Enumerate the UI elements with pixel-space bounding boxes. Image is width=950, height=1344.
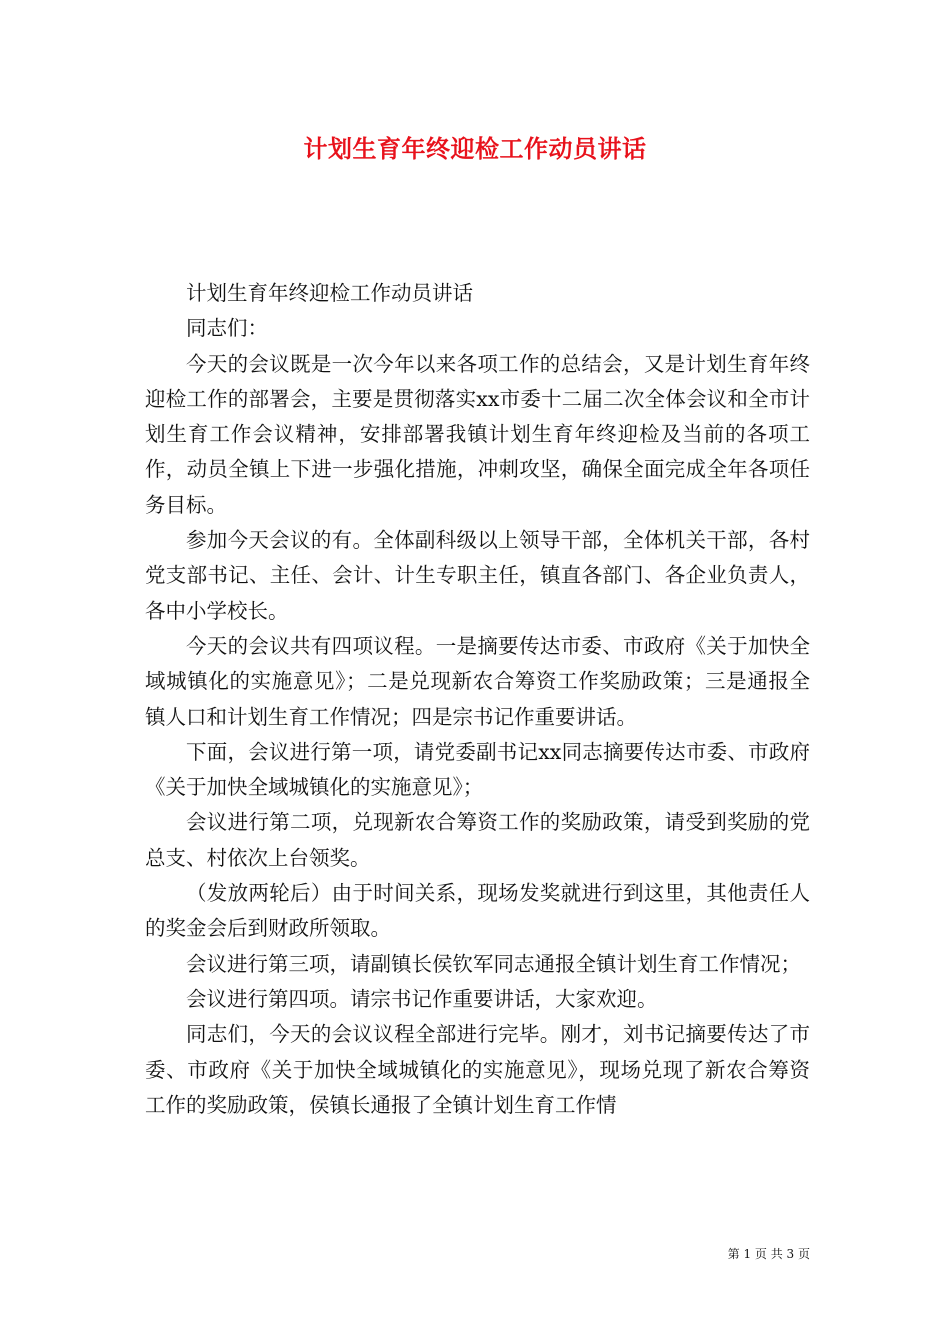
paragraph-heading: 计划生育年终迎检工作动员讲话	[186, 281, 473, 305]
paragraph: 今天的会议共有四项议程。一是摘要传达市委、市政府《关于加快全域城镇化的实施意见》；二是兑现新农合筹资工作奖励政策；三是通报全镇人口和计划生育工作情况；四是宗书记作重要讲话。	[145, 633, 810, 729]
paragraph: 会议进行第四项。请宗书记作重要讲话，大家欢迎。	[186, 986, 658, 1011]
paragraph: （发放两轮后）由于时间关系，现场发奖就进行到这里，其他责任人的奖金会后到财政所领取。	[145, 881, 810, 941]
paragraph-salutation: 同志们：	[186, 316, 268, 341]
paragraph: 今天的会议既是一次今年以来各项工作的总结会，又是计划生育年终迎检工作的部署会，主要是贯彻落实xx市委十二届二次全体会议和全市计划生育工作会议精神，安排部署我镇计划生育年终迎检及当前的各项工作，动员全镇上下进一步强化措施，冲刺攻坚，确保全面完成全年各项任务目标。	[145, 351, 810, 517]
paragraph: 同志们，今天的会议议程全部进行完毕。刚才，刘书记摘要传达了市委、市政府《关于加快全域城镇化的实施意见》，现场兑现了新农合筹资工作的奖励政策，侯镇长通报了全镇计划生育工作情	[145, 1022, 810, 1117]
page-number: 第 1 页 共 3 页	[727, 1247, 810, 1261]
document-title: 计划生育年终迎检工作动员讲话	[303, 134, 647, 163]
paragraph: 参加今天会议的有。全体副科级以上领导干部，全体机关干部，各村党支部书记、主任、会计、计生专职主任，镇直各部门、各企业负责人，各中小学校长。	[145, 528, 810, 623]
document-body	[145, 276, 810, 1123]
paragraph: 会议进行第二项，兑现新农合筹资工作的奖励政策，请受到奖励的党总支、村依次上台领奖。	[145, 810, 810, 870]
paragraph: 下面，会议进行第一项，请党委副书记xx同志摘要传达市委、市政府《关于加快全域城镇化的实施意见》；	[145, 739, 810, 800]
paragraph: 会议进行第三项，请副镇长侯钦军同志通报全镇计划生育工作情况；	[186, 951, 801, 976]
